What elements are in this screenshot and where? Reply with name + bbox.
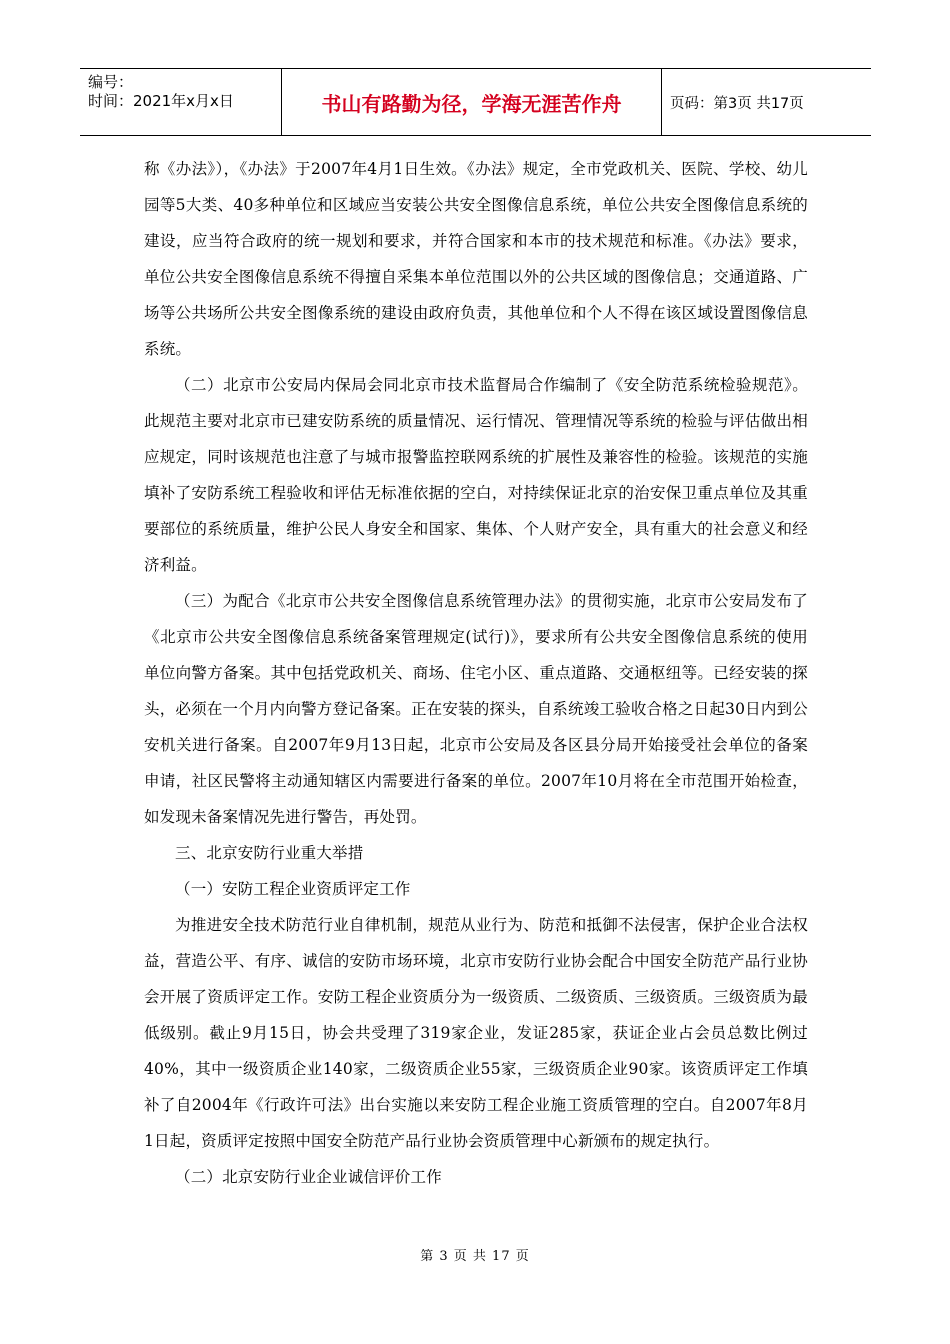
document-date: 时间：2021年x月x日	[88, 92, 234, 110]
section-heading: 三、北京安防行业重大举措	[175, 844, 364, 862]
paragraph: （三）为配合《北京市公共安全图像信息系统管理办法》的贯彻实施，北京市公安局发布了《北京市公共安全图像信息系统备案管理规定(试行)》，要求所有公共安全图像信息系统的使用单位向警方备案。其中包括党政机关、商场、住宅小区、重点道路、交通枢纽等。已经安装的探头，必须在一个月内向警方登记备案。正在安装的探头，自系统竣工验收合格之日起30日内到公安机关进行备案。自2007年9月13日起，北京市公安局及各区县分局开始接受社会单位的备案申请，社区民警将主动通知辖区内需要进行备案的单位。2007年10月将在全市范围开始检查，如发现未备案情况先进行警告，再处罚。	[144, 592, 808, 826]
paragraph: 为推进安全技术防范行业自律机制，规范从业行为、防范和抵御不法侵害，保护企业合法权益，营造公平、有序、诚信的安防市场环境，北京市安防行业协会配合中国安全防范产品行业协会开展了资质评定工作。安防工程企业资质分为一级资质、二级资质、三级资质。三级资质为最低级别。截止9月15日，协会共受理了319家企业，发证285家，获证企业占会员总数比例过40%，其中一级资质企业140家，二级资质企业55家，三级资质企业90家。该资质评定工作填补了自2004年《行政许可法》出台实施以来安防工程企业施工资质管理的空白。自2007年8月1日起，资质评定按照中国安全防范产品行业协会资质管理中心新颁布的规定执行。	[144, 916, 808, 1150]
header-page-info: 页码：第3页 共17页	[670, 95, 804, 112]
subsection-heading: （一）安防工程企业资质评定工作	[175, 880, 411, 898]
paragraph: 称《办法》），《办法》于2007年4月1日生效。《办法》规定，全市党政机关、医院、学校、幼儿园等5大类、40多种单位和区域应当安装公共安全图像信息系统，单位公共安全图像信息系统的建设，应当符合政府的统一规划和要求，并符合国家和本市的技术规范和标准。《办法》要求，单位公共安全图像信息系统不得擅自采集本单位范围以外的公共区域的图像信息；交通道路、广场等公共场所公共安全图像系统的建设由政府负责，其他单位和个人不得在该区域设置图像信息系统。	[144, 160, 808, 358]
paragraph: （二）北京市公安局内保局会同北京市技术监督局合作编制了《安全防范系统检验规范》。此规范主要对北京市已建安防系统的质量情况、运行情况、管理情况等系统的检验与评估做出相应规定，同时该规范也注意了与城市报警监控联网系统的扩展性及兼容性的检验。该规范的实施填补了安防系统工程验收和评估无标准依据的空白，对持续保证北京的治安保卫重点单位及其重要部位的系统质量，维护公民人身安全和国家、集体、个人财产安全，具有重大的社会意义和经济利益。	[144, 376, 808, 574]
subsection-heading: （二）北京安防行业企业诚信评价工作	[175, 1168, 442, 1186]
page-footer: 第 3 页 共 17 页	[420, 1249, 530, 1264]
document-body	[144, 151, 808, 1195]
header-motto: 书山有路勤为径，学海无涯苦作舟	[282, 69, 662, 135]
header-meta	[80, 69, 282, 135]
page-header	[80, 68, 871, 136]
document-number: 编号：	[88, 73, 134, 91]
